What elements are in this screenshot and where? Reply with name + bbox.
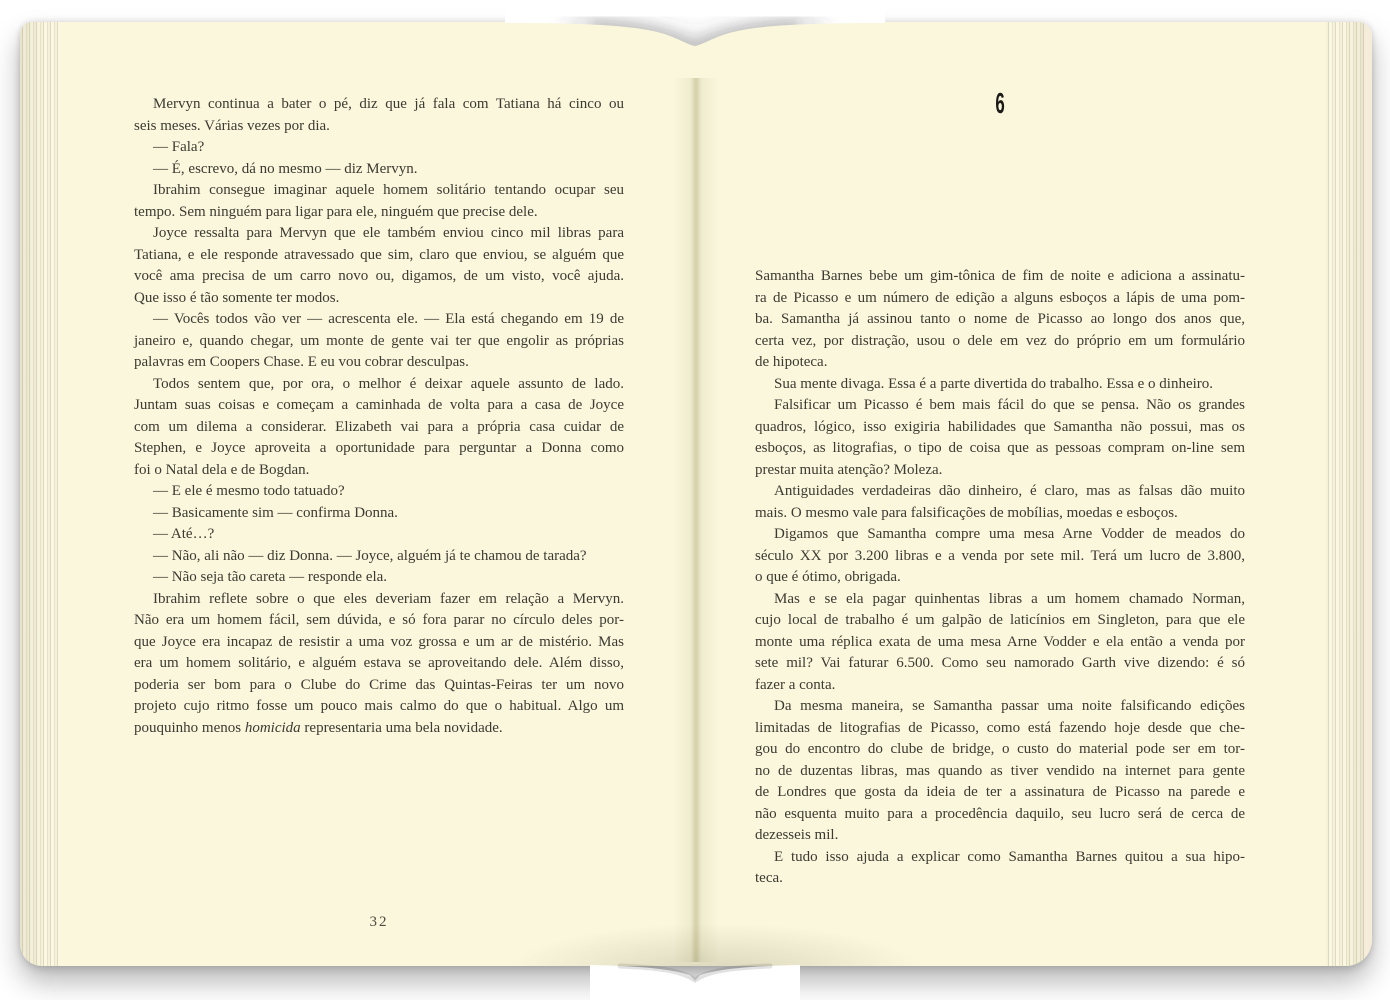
text-line: Que isso é tão somente ter modos.	[134, 289, 340, 306]
text-line: não esquenta muito para a procedência daquilo, seu lucro será de cerca de	[755, 805, 1245, 822]
text-line: Não era um homem fácil, sem dúvida, e só fora parar no círculo deles por-	[134, 612, 624, 628]
text-line: Digamos que Samantha compre uma mesa Arne Vodder de meados do	[774, 526, 1245, 542]
text-line: prestar muita atenção? Moleza.	[755, 461, 943, 478]
text-line: — E ele é mesmo todo tatuado?	[153, 483, 345, 499]
left-page-text	[134, 94, 624, 739]
text-line: poderia ser bom para o Clube do Crime das Quintas-Feiras ter um novo	[134, 676, 624, 693]
right-page	[695, 22, 1326, 966]
text-line: janeiro e, quando chegar, um monte de gente vai ter que engolir as próprias	[134, 332, 624, 349]
text-line: seis meses. Várias vezes por dia.	[134, 117, 330, 134]
text-line: dezesseis mil.	[755, 827, 839, 843]
text-line: quadros, lógico, isso exigiria habilidades que Samantha não possui, mas os	[755, 418, 1245, 435]
text-line: tempo. Sem ninguém para ligar para ele, ninguém que precise dele.	[134, 203, 538, 220]
text-line: Ibrahim consegue imaginar aquele homem solitário tentando ocupar seu	[153, 182, 624, 198]
text-line: teca.	[755, 870, 783, 886]
text-line: você ama precisa de um carro novo ou, digamos, de um visto, você ajuda.	[134, 268, 624, 284]
text-line: palavras em Coopers Chase. E eu vou cobrar desculpas.	[134, 354, 469, 370]
text-line: Todos sentem que, por ora, o melhor é deixar aquele assunto de lado.	[153, 375, 624, 392]
text-line: — É, escrevo, dá no mesmo — diz Mervyn.	[153, 160, 418, 177]
text-line: — Não seja tão careta — responde ela.	[153, 569, 388, 585]
spine-bottom-shade	[510, 924, 920, 966]
text-line: gou do encontro do clube de bridge, o custo do material pode ser em tor-	[755, 741, 1245, 757]
text-line: Samantha Barnes bebe um gim-tônica de fim de noite e adiciona a assinatu-	[755, 268, 1245, 284]
text-line: — Não, ali não — diz Donna. — Joyce, alguém já te chamou de tarada?	[153, 547, 587, 564]
text-line: século XX por 3.200 libras e a venda por sete mil. Terá um lucro de 3.800,	[755, 547, 1245, 564]
text-line: Stephen, e Joyce aproveita a oportunidade para perguntar a Donna como	[134, 440, 624, 456]
text-line: Falsificar um Picasso é bem mais fácil do que se pensa. Não os grandes	[774, 397, 1245, 413]
text-line: de hipoteca.	[755, 354, 828, 370]
text-line: monte uma réplica exata de uma mesa Arne Vodder e ela então a venda por	[755, 633, 1245, 650]
text-line: o que é ótimo, obrigada.	[755, 569, 901, 585]
text-line: com um dilema a considerar. Elizabeth vai para a própria casa cuidar de	[134, 418, 624, 435]
page-edges-right	[1326, 22, 1372, 966]
chapter-number: 6	[995, 88, 1005, 120]
text-line: Da mesma maneira, se Samantha passar uma noite falsificando edições	[774, 698, 1245, 714]
text-line: cujo local de trabalho é um galpão de laticínios em Singleton, para que ele	[755, 612, 1245, 628]
page-number: 32	[369, 914, 389, 930]
text-line: ra de Picasso e um número de edição a alguns esboços a lápis de uma pom-	[755, 289, 1245, 306]
text-line: sete mil? Vai faturar 6.500. Como seu namorado Garth vive dizendo: é só	[755, 655, 1245, 671]
text-line: — Fala?	[153, 139, 205, 155]
text-line: projeto cujo ritmo fosse um pouco mais calmo do que o habitual. Algo um	[134, 698, 624, 714]
text-line: no de duzentas libras, mas quando as tiver vendido na internet para gente	[755, 762, 1245, 779]
left-page	[60, 22, 695, 966]
text-line: certa vez, por distração, usou o dele em vez do próprio em um formulário	[755, 332, 1245, 349]
text-line: Joyce ressalta para Mervyn que ele também enviou cinco mil libras para	[153, 225, 624, 241]
text-line: — Vocês todos vão ver — acrescenta ele. — Ela está chegando em 19 de	[153, 311, 624, 327]
spine-crease-line	[695, 44, 697, 962]
right-page-text	[755, 266, 1245, 890]
text-line: mais. O mesmo vale para falsificações de mobílias, moedas e esboços.	[755, 504, 1178, 521]
open-book	[20, 22, 1372, 966]
text-line: Mas e se ela pagar quinhentas libras a um homem chamado Norman,	[774, 590, 1245, 607]
text-line: que Joyce era incapaz de resistir a uma voz grossa e um ar de mistério. Mas	[134, 633, 624, 650]
text-line: esboços, as litografias, o tipo de coisa que as pessoas compram on-line sem	[755, 440, 1245, 456]
text-line: E tudo isso ajuda a explicar como Samantha Barnes quitou a sua hipo-	[774, 848, 1245, 865]
page-edges-left	[20, 22, 60, 966]
text-line: Ibrahim reflete sobre o que eles deveriam fazer em relação a Mervyn.	[153, 590, 624, 607]
text-line: — Basicamente sim — confirma Donna.	[153, 504, 398, 521]
text-line: era um homem solitário, e alguém estava se aproveitando dele. Além disso,	[134, 655, 624, 671]
text-line: Sua mente divaga. Essa é a parte divertida do trabalho. Essa e o dinheiro.	[774, 375, 1214, 392]
chapter-heading	[755, 90, 1245, 119]
text-line: Juntam suas coisas e começam a caminhada de volta para a casa de Joyce	[134, 397, 624, 413]
text-line: limitadas de litografias de Picasso, como está fazendo hoje desde que che-	[755, 719, 1245, 736]
text-line: foi o Natal dela e de Bogdan.	[134, 461, 310, 478]
text-line: de Londres que gosta da ideia de ter a assinatura de Picasso na parede e	[755, 784, 1245, 800]
text-line: fazer a conta.	[755, 676, 836, 693]
text-line: pouquinho menos homicida representaria uma bela novidade.	[134, 719, 503, 736]
text-line: Mervyn continua a bater o pé, diz que já fala com Tatiana há cinco ou	[153, 96, 624, 112]
text-line: Antiguidades verdadeiras dão dinheiro, é claro, mas as falsas dão muito	[774, 483, 1245, 499]
text-line: ba. Samantha já assinou tanto o nome de Picasso ao longo dos anos que,	[755, 311, 1245, 327]
text-line: — Até…?	[153, 526, 215, 542]
text-line: Tatiana, e ele responde atravessado que sim, claro que enviou, se alguém que	[134, 246, 624, 263]
spine-gutter	[673, 44, 719, 962]
